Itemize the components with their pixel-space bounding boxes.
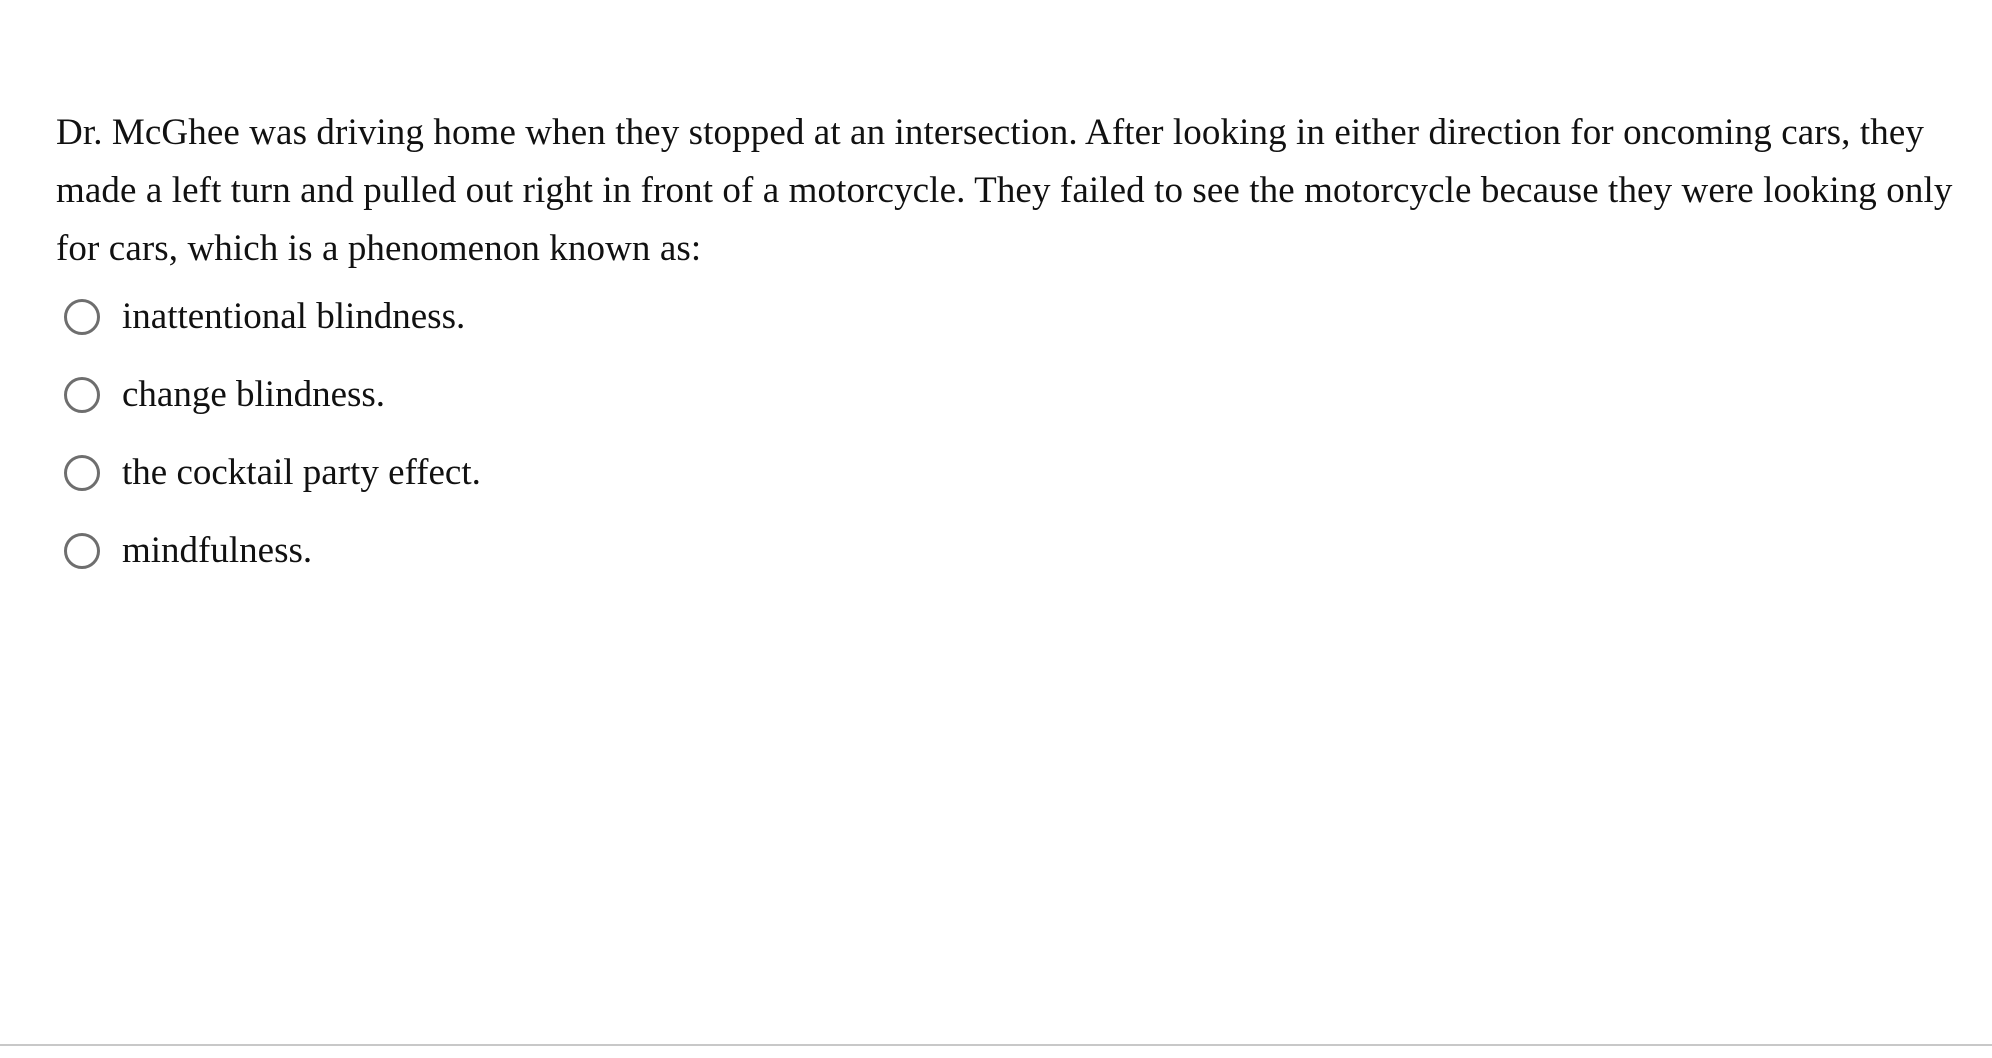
bottom-divider: [0, 1044, 1992, 1046]
radio-button[interactable]: [64, 377, 100, 413]
option-label[interactable]: inattentional blindness.: [122, 296, 466, 337]
radio-button[interactable]: [64, 299, 100, 335]
answer-options: [56, 278, 1986, 590]
question-block: [56, 104, 1986, 590]
answer-option-inattentional-blindness[interactable]: [56, 278, 1986, 356]
option-label[interactable]: the cocktail party effect.: [122, 452, 481, 493]
answer-option-mindfulness[interactable]: [56, 512, 1986, 590]
option-label[interactable]: change blindness.: [122, 374, 386, 415]
option-label[interactable]: mindfulness.: [122, 530, 313, 571]
answer-option-cocktail-party-effect[interactable]: [56, 434, 1986, 512]
radio-button[interactable]: [64, 533, 100, 569]
question-text: Dr. McGhee was driving home when they stopped at an intersection. After looking in either direction for oncoming cars, they made a left turn and pulled out right in front of a motorcycle. They failed to see the motorcycle because they were looking only for cars, which is a phenomenon known as:: [56, 112, 1953, 269]
answer-option-change-blindness[interactable]: [56, 356, 1986, 434]
radio-button[interactable]: [64, 455, 100, 491]
